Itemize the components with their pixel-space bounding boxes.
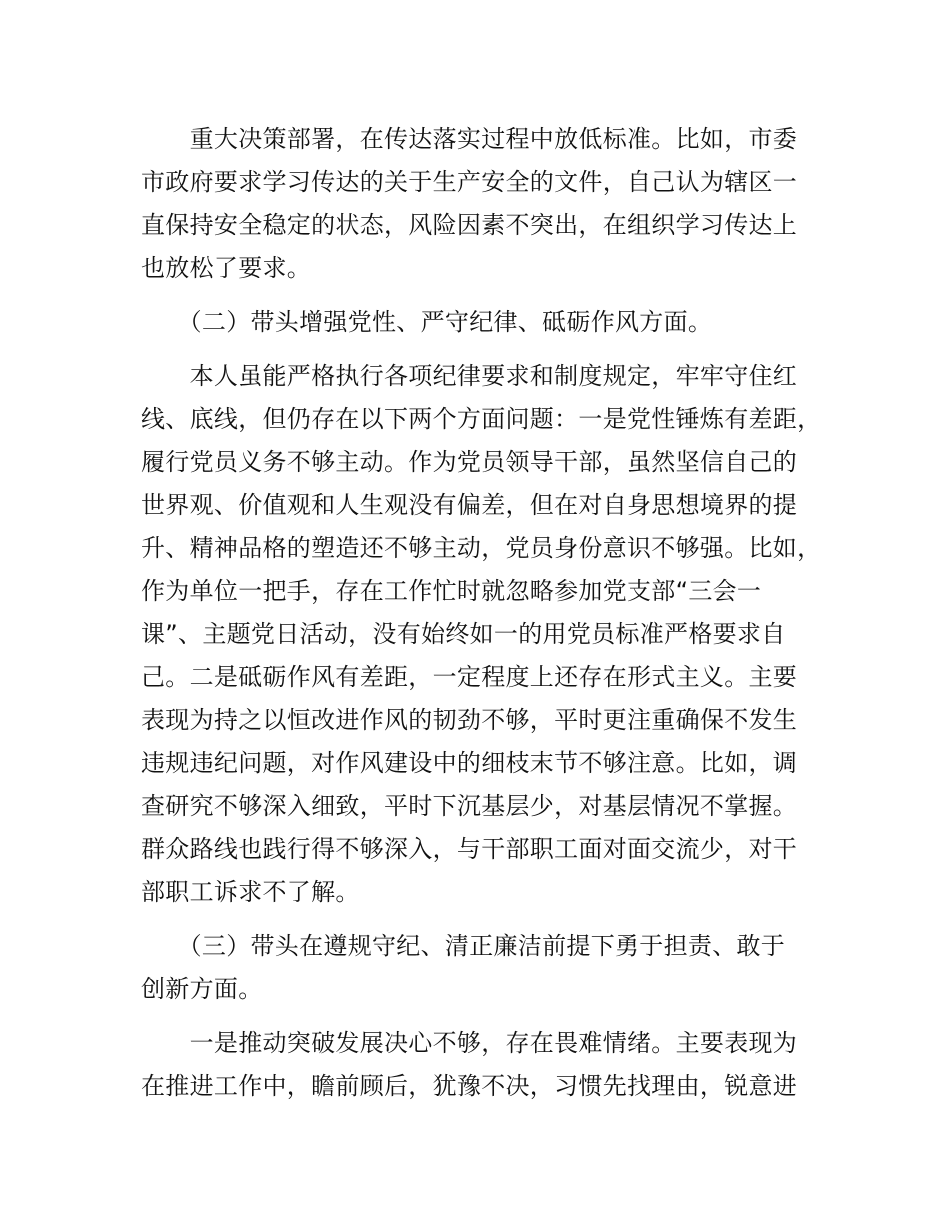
text-line: 群众路线也践行得不够深入，与干部职工面对面交流少，对干 (141, 835, 798, 863)
paragraph-gap (141, 290, 841, 301)
text-line: 一是推动突破发展决心不够，存在畏难情绪。主要表现为 (141, 1029, 798, 1057)
text-line: 本人虽能严格执行各项纪律要求和制度规定，牢牢守住红 (141, 362, 798, 390)
text-line: 世界观、价值观和人生观没有偏差，但在对自身思想境界的提 (141, 491, 798, 519)
text-line: （二）带头增强党性、严守纪律、砥砺作风方面。 (141, 308, 713, 336)
text-line: 作为单位一把手，存在工作忙时就忽略参加党支部“三会一 (141, 577, 762, 605)
paragraph-gap (141, 914, 841, 925)
document-body (141, 118, 841, 1108)
text-line: 违规违纪问题，对作风建设中的细枝末节不够注意。比如，调 (141, 749, 798, 777)
text-line: 也放松了要求。 (141, 254, 312, 282)
paragraph-gap (141, 1011, 841, 1022)
text-line: 升、精神品格的塑造还不够主动，党员身份意识不够强。比如， (141, 534, 822, 562)
text-line: 课”、主题党日活动，没有始终如一的用党员标准严格要求自 (141, 620, 786, 648)
paragraph-gap (141, 344, 841, 355)
text-line: 查研究不够深入细致，平时下沉基层少，对基层情况不掌握。 (141, 792, 798, 820)
text-line: 创新方面。 (141, 975, 263, 1003)
text-line: 市政府要求学习传达的关于生产安全的文件，自己认为辖区一 (141, 168, 798, 196)
text-line: 履行党员义务不够主动。作为党员领导干部，虽然坚信自己的 (141, 448, 798, 476)
text-line: 直保持安全稳定的状态，风险因素不突出，在组织学习传达上 (141, 211, 798, 239)
text-line: 部职工诉求不了解。 (141, 878, 360, 906)
text-line: 表现为持之以恒改进作风的韧劲不够，平时更注重确保不发生 (141, 706, 798, 734)
text-line: 重大决策部署，在传达落实过程中放低标准。比如，市委 (141, 125, 798, 153)
text-line: 己。二是砥砺作风有差距，一定程度上还存在形式主义。主要 (141, 663, 798, 691)
text-line: （三）带头在遵规守纪、清正廉洁前提下勇于担责、敢于 (141, 932, 786, 960)
text-line: 线、底线，但仍存在以下两个方面问题：一是党性锤炼有差距， (141, 405, 822, 433)
text-line: 在推进工作中，瞻前顾后，犹豫不决，习惯先找理由，锐意进 (141, 1072, 798, 1100)
